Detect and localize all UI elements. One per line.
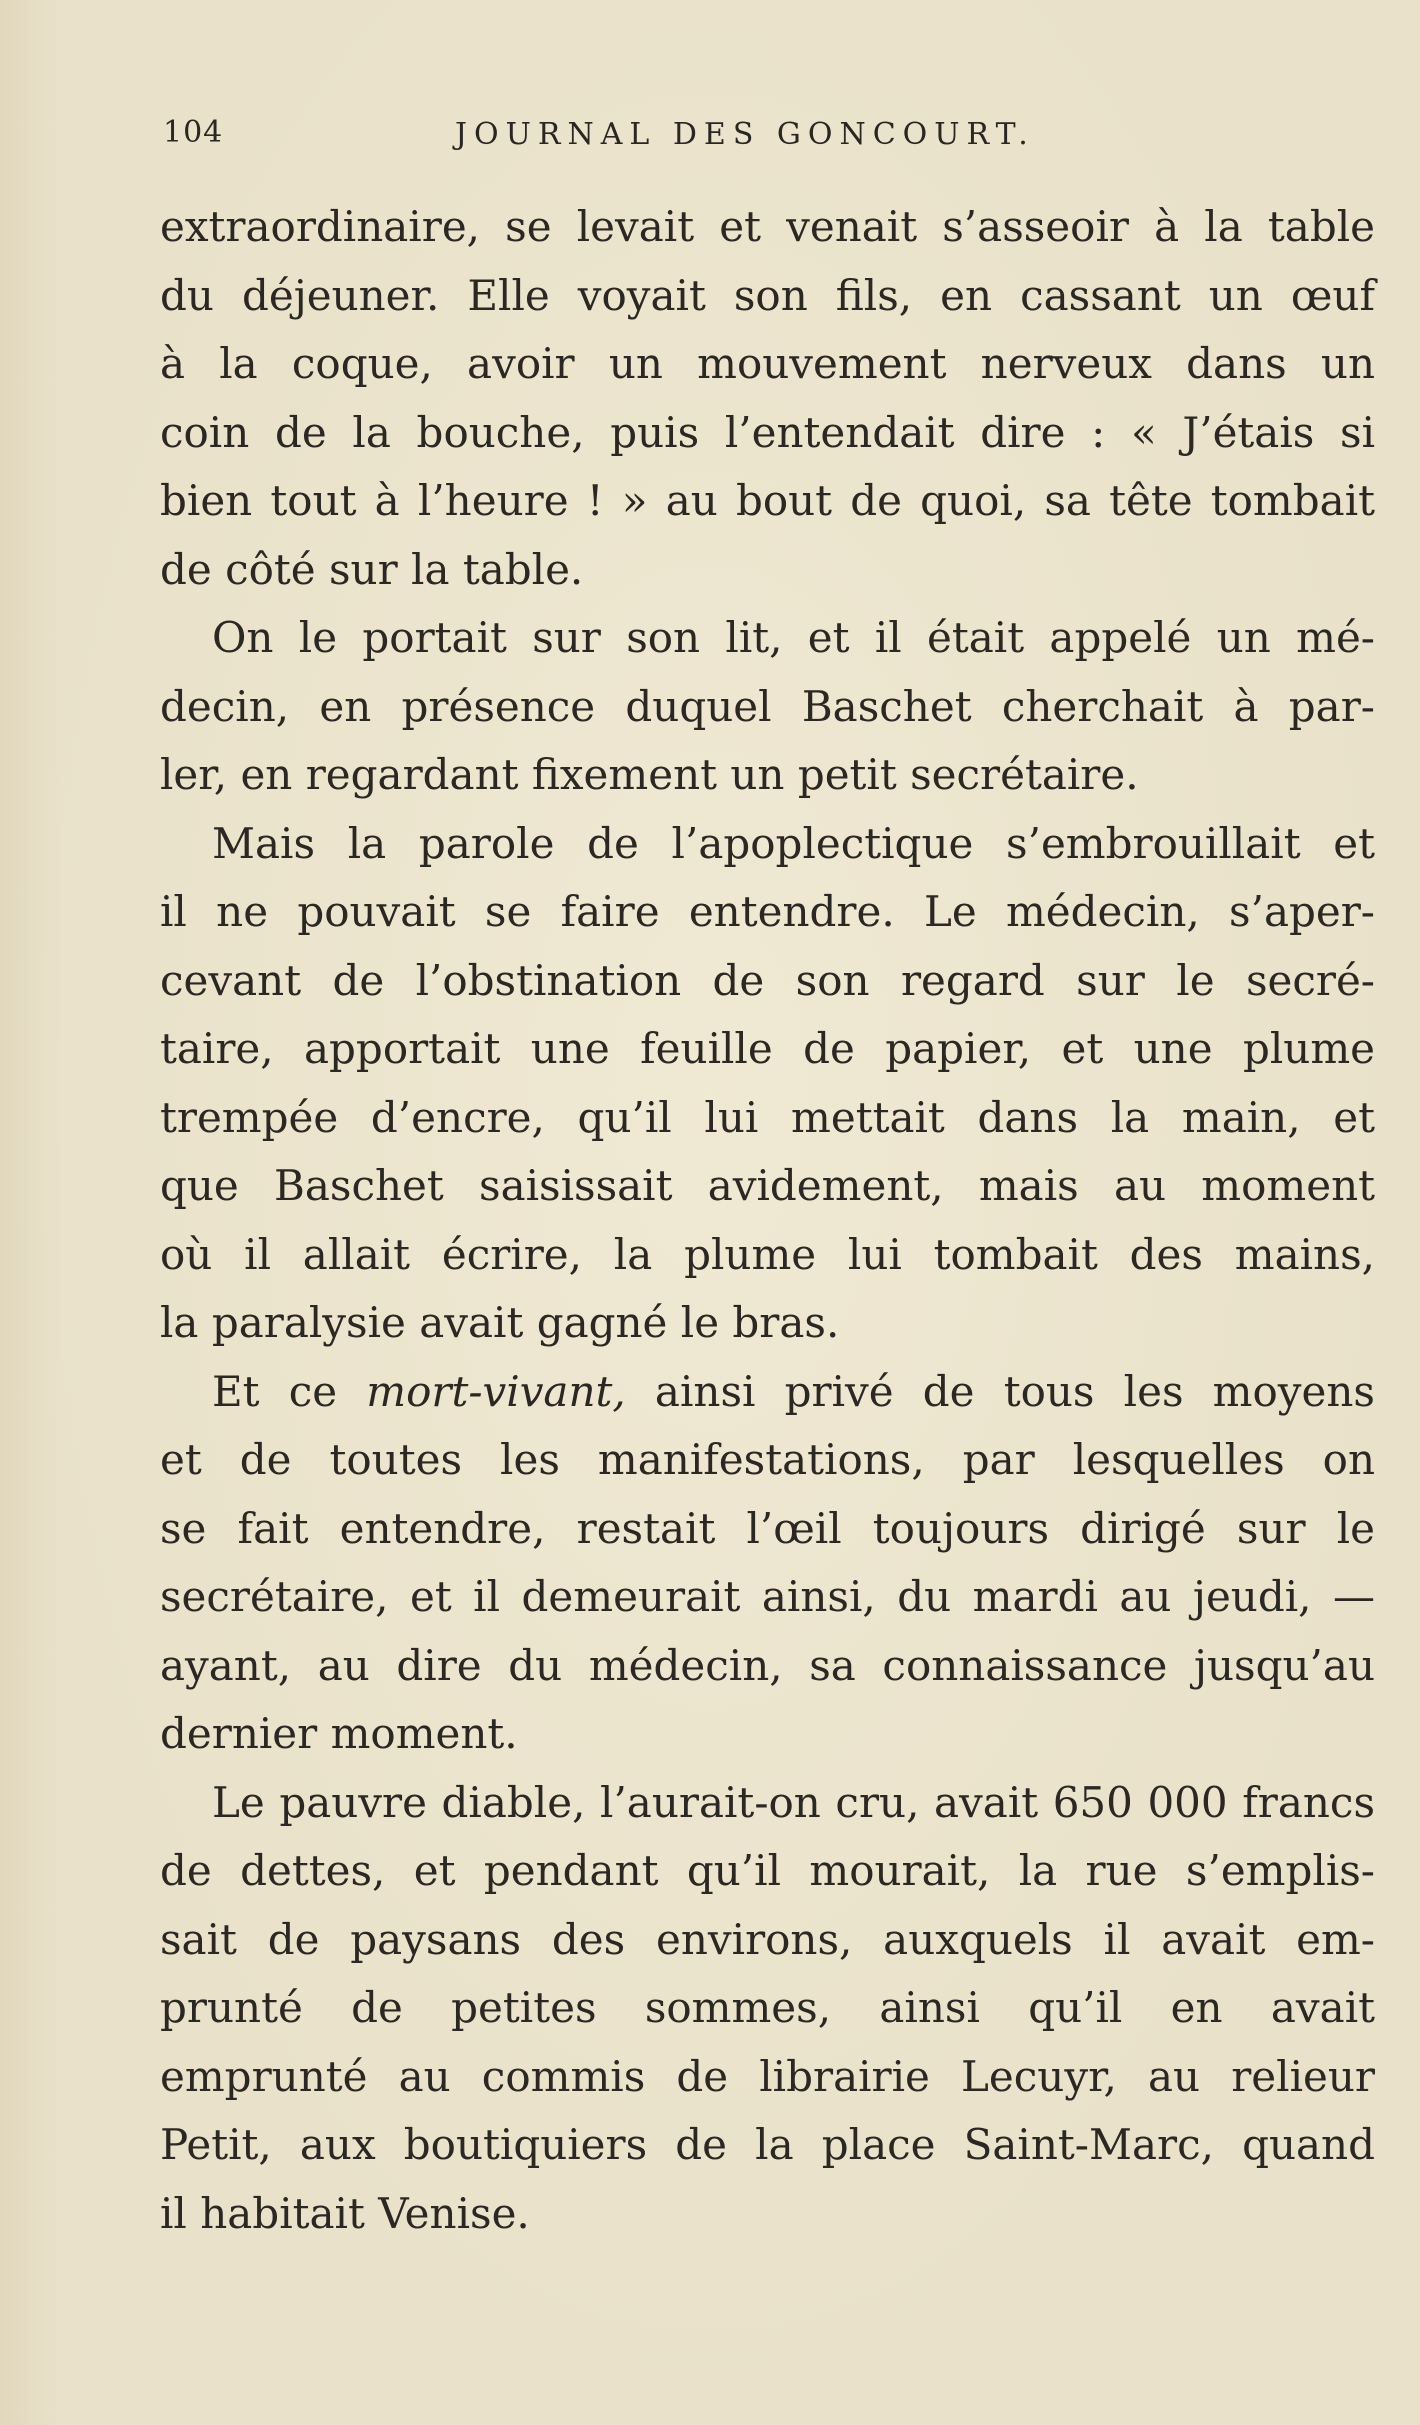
text-line: ayant, au dire du médecin, sa connaissance jusqu’au bbox=[160, 1640, 1375, 1690]
text-line: du déjeuner. Elle voyait son fils, en cassant un œuf bbox=[160, 270, 1375, 320]
text-line: Le pauvre diable, l’aurait-on cru, avait 650 000 francs bbox=[212, 1777, 1375, 1827]
text-line: la paralysie avait gagné le bras. bbox=[160, 1298, 840, 1347]
text-line: et de toutes les manifestations, par lesquelles on bbox=[160, 1435, 1375, 1484]
text-line: coin de la bouche, puis l’entendait dire : « J’étais si bbox=[160, 407, 1375, 457]
page-number: 104 bbox=[163, 115, 224, 150]
text-line: extraordinaire, se levait et venait s’asseoir à la table bbox=[160, 202, 1375, 251]
running-title: JOURNAL DES GONCOURT. bbox=[455, 117, 1035, 152]
text-line: se fait entendre, restait l’œil toujours dirigé sur le bbox=[160, 1503, 1375, 1553]
text-run: ainsi privé de tous les moyens bbox=[625, 1366, 1375, 1416]
text-line: de dettes, et pendant qu’il mourait, la rue s’emplis- bbox=[160, 1846, 1375, 1895]
text-line: emprunté au commis de librairie Lecuyr, au relieur bbox=[160, 2051, 1375, 2101]
text-line bbox=[160, 1358, 1375, 1427]
text-line: decin, en présence duquel Baschet cherchait à par- bbox=[160, 681, 1375, 731]
text-line: Mais la parole de l’apoplectique s’embrouillait et bbox=[212, 818, 1375, 868]
text-line: dernier moment. bbox=[160, 1709, 518, 1758]
text-line: sait de paysans des environs, auxquels il avait em- bbox=[160, 1914, 1375, 1964]
text-line: taire, apportait une feuille de papier, et une plume bbox=[160, 1024, 1375, 1073]
text-line: ler, en regardant fixement un petit secrétaire. bbox=[160, 750, 1139, 799]
text-line: il habitait Venise. bbox=[160, 2188, 530, 2238]
text-line: trempée d’encre, qu’il lui mettait dans la main, et bbox=[160, 1092, 1375, 1142]
italic-phrase: mort-vivant, bbox=[366, 1366, 626, 1416]
text-line: de côté sur la table. bbox=[160, 544, 584, 594]
text-line: On le portait sur son lit, et il était appelé un mé- bbox=[212, 613, 1375, 662]
text-line: cevant de l’obstination de son regard sur le secré- bbox=[160, 955, 1375, 1005]
text-line: à la coque, avoir un mouvement nerveux dans un bbox=[160, 339, 1375, 388]
text-run: Et ce bbox=[212, 1366, 367, 1416]
text-line: bien tout à l’heure ! » au bout de quoi, sa tête tombait bbox=[160, 476, 1375, 525]
text-line: où il allait écrire, la plume lui tombait des mains, bbox=[160, 1229, 1375, 1279]
text-line: prunté de petites sommes, ainsi qu’il en avait bbox=[160, 1983, 1375, 2032]
text-line: Petit, aux boutiquiers de la place Saint-Marc, quand bbox=[160, 2120, 1375, 2169]
text-line: il ne pouvait se faire entendre. Le médecin, s’aper- bbox=[160, 887, 1375, 936]
body-text bbox=[160, 193, 1375, 2248]
running-header bbox=[163, 115, 1383, 155]
text-line: secrétaire, et il demeurait ainsi, du mardi au jeudi, — bbox=[160, 1572, 1375, 1621]
text-line: que Baschet saisissait avidement, mais au moment bbox=[160, 1161, 1375, 1210]
